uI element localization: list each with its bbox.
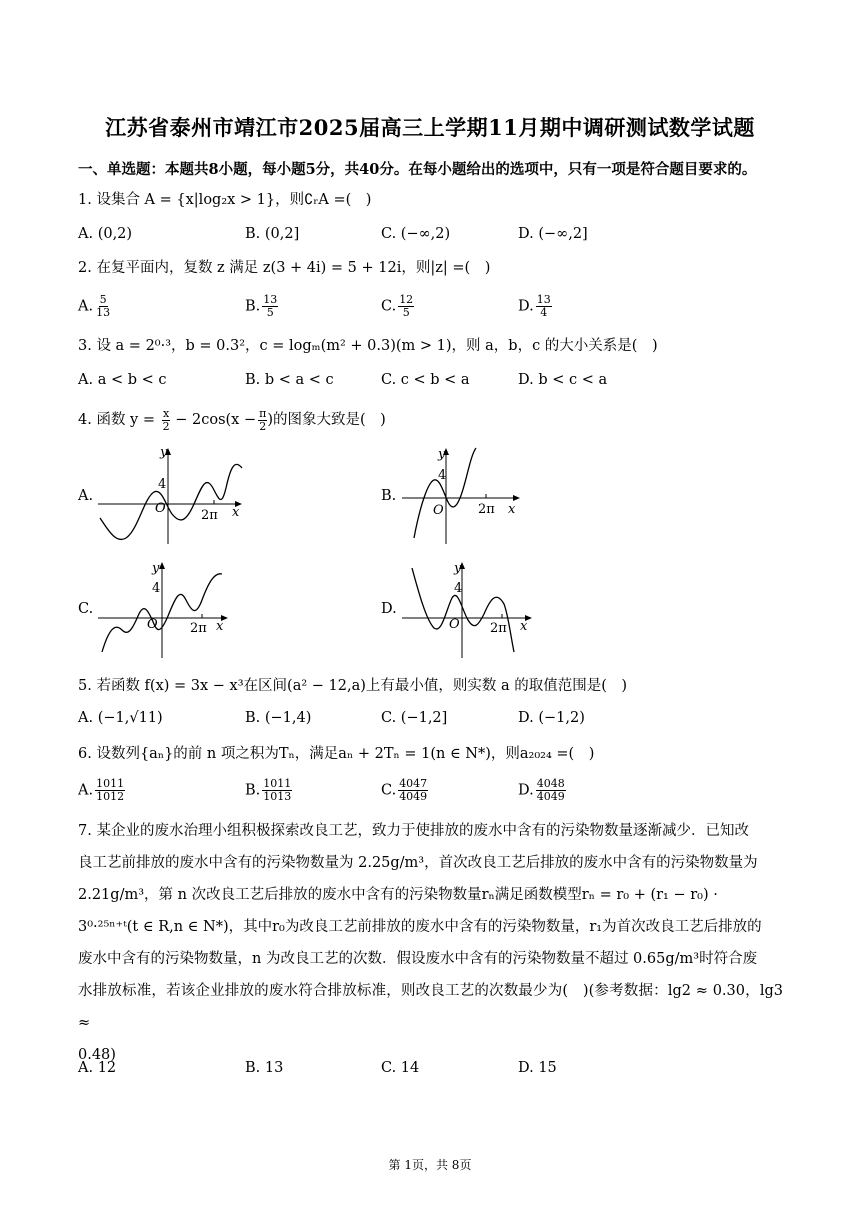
tick-4: 4	[438, 468, 447, 483]
origin-label: O	[449, 617, 460, 632]
option-b: B. $\frac{13}{5}$	[245, 293, 278, 319]
question-6: 6. 设数列{aₙ}的前 n 项之积为Tₙ，满足aₙ + 2Tₙ = 1(n ∈ N*)，则a₂₀₂₄ =( )	[78, 746, 595, 762]
graph-d-label: D.	[381, 601, 397, 617]
question-7-options	[78, 1060, 783, 1086]
x-axis-label: x	[508, 502, 516, 517]
q7-line-6: 水排放标准，若该企业排放的废水符合排放标准，则改良工艺的次数最少为( )(参考数据：lg2 ≈ 0.30，lg3 ≈	[78, 983, 783, 1031]
question-6-options	[78, 778, 783, 808]
origin-label: O	[433, 503, 444, 518]
option-a: A. (−1,√11)	[78, 710, 163, 726]
option-b: B. (0,2]	[245, 226, 300, 242]
option-b: B. (−1,4)	[245, 710, 312, 726]
option-c: C. (−1,2]	[381, 710, 448, 726]
option-b: B. 13	[245, 1060, 284, 1076]
question-5-options	[78, 710, 783, 736]
q7-line-2: 良工艺前排放的废水中含有的污染物数量为 2.25g/m³，首次改良工艺后排放的废水中含有的污染物数量为	[78, 855, 758, 871]
question-4: 4. 函数 y = $\frac{x}{2}$ − 2cos(x − $\frac{\pi}{2}$ )的图象大致是( )	[78, 406, 386, 433]
x-axis-label: x	[216, 619, 224, 634]
option-d: D. 15	[518, 1060, 557, 1076]
q7-line-3: 2.21g/m³，第 n 次改良工艺后排放的废水中含有的污染物数量rₙ满足函数模型rₙ = r₀ + (r₁ − r₀) ·	[78, 887, 718, 903]
option-a: A. (0,2)	[78, 226, 133, 242]
question-2-options	[78, 294, 783, 324]
question-3-options	[78, 372, 783, 398]
tick-4: 4	[454, 581, 463, 596]
x-axis-label: x	[520, 619, 528, 634]
option-d: D. $\frac{4048}{4049}$	[518, 777, 565, 803]
y-axis-label: y	[152, 561, 160, 576]
section-heading: 一、单选题：本题共8小题，每小题5分，共40分。在每小题给出的选项中，只有一项是符合题目要求的。	[78, 161, 757, 178]
option-c: C. (−∞,2)	[381, 226, 451, 242]
graph-a-label: A.	[78, 488, 94, 504]
option-b: B. b < a < c	[245, 372, 334, 388]
graph-c	[96, 560, 236, 660]
graph-c-label: C.	[78, 601, 94, 617]
graph-b	[400, 446, 525, 546]
option-b: B. $\frac{1011}{1013}$	[245, 777, 292, 803]
option-d: D. $\frac{13}{4}$	[518, 293, 551, 319]
tick-4: 4	[158, 477, 167, 492]
question-3: 3. 设 a = 2⁰·³，b = 0.3²，c = logₘ(m² + 0.3)(m > 1)，则 a，b，c 的大小关系是( )	[78, 338, 658, 354]
option-c: C. $\frac{12}{5}$	[381, 293, 414, 319]
y-axis-label: y	[438, 447, 446, 462]
page-footer: 第 1页，共 8页	[388, 1158, 472, 1172]
x-axis-label: x	[232, 505, 240, 520]
question-7	[78, 815, 783, 1071]
question-1-options	[78, 226, 783, 252]
tick-4: 4	[152, 581, 161, 596]
q7-line-4: 3⁰·²⁵ⁿ⁺ᵗ(t ∈ R,n ∈ N*)，其中r₀为改良工艺前排放的废水中含有的污染物数量，r₁为首次改良工艺后排放的	[78, 919, 762, 935]
y-axis-label: y	[454, 561, 462, 576]
page-title: 江苏省泰州市靖江市2025届高三上学期11月期中调研测试数学试题	[105, 115, 755, 140]
question-2: 2. 在复平面内，复数 z 满足 z(3 + 4i) = 5 + 12i，则|z| =( )	[78, 260, 491, 276]
option-d: D. b < c < a	[518, 372, 608, 388]
question-5: 5. 若函数 f(x) = 3x − x³在区间(a² − 12,a)上有最小值，则实数 a 的取值范围是( )	[78, 678, 628, 694]
graph-a	[96, 446, 246, 546]
origin-label: O	[155, 501, 166, 516]
tick-2pi: 2π	[190, 621, 207, 636]
q7-line-5: 废水中含有的污染物数量，n 为改良工艺的次数．假设废水中含有的污染物数量不超过 0.65g/m³时符合废	[78, 951, 758, 967]
graph-d	[400, 560, 540, 660]
option-a: A. $\frac{1011}{1012}$	[78, 777, 125, 803]
tick-2pi: 2π	[201, 508, 218, 523]
option-a: A. a < b < c	[78, 372, 167, 388]
option-d: D. (−∞,2]	[518, 226, 588, 242]
option-a: A. 12	[78, 1060, 117, 1076]
tick-2pi: 2π	[478, 502, 495, 517]
option-d: D. (−1,2)	[518, 710, 585, 726]
option-c: C. c < b < a	[381, 372, 470, 388]
q7-line-1: 7. 某企业的废水治理小组积极探索改良工艺，致力于使排放的废水中含有的污染物数量逐渐减少．已知改	[78, 823, 749, 839]
graph-b-label: B.	[381, 488, 397, 504]
option-c: C. $\frac{4047}{4049}$	[381, 777, 428, 803]
option-c: C. 14	[381, 1060, 420, 1076]
origin-label: O	[147, 617, 158, 632]
tick-2pi: 2π	[490, 621, 507, 636]
y-axis-label: y	[160, 446, 168, 460]
question-1: 1. 设集合 A = {x|log₂x > 1}，则∁ᵣA =( )	[78, 192, 372, 208]
option-a: A. $\frac{5}{13}$	[78, 293, 111, 319]
q7-line-7: 0.48)	[78, 1047, 116, 1063]
